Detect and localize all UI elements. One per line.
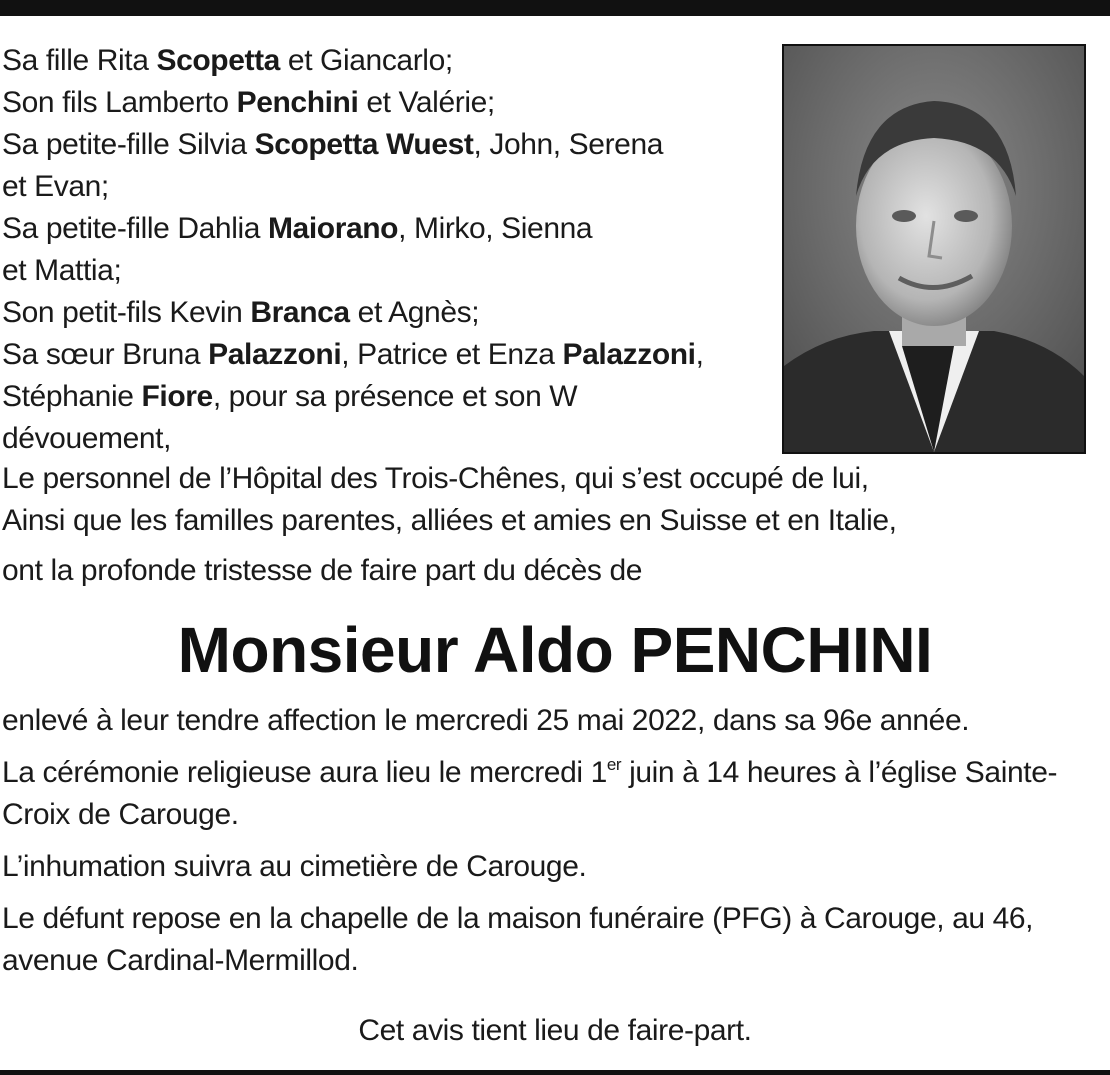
family-line: dévouement, (2, 422, 172, 455)
deceased-name: Monsieur Aldo PENCHINI (177, 614, 933, 686)
family-line: Sa sœur Bruna Palazzoni, Patrice et Enza Palazzoni, (2, 338, 704, 371)
family-line: Le personnel de l’Hôpital des Trois-Chênes, qui s’est occupé de lui, (2, 462, 869, 495)
details (2, 700, 1108, 992)
top-rule (0, 0, 1110, 16)
family-line: Sa fille Rita Scopetta et Giancarlo; (2, 44, 453, 77)
details-paragraph: enlevé à leur tendre affection le mercredi 25 mai 2022, dans sa 96e année. (2, 704, 970, 737)
family-line: Stéphanie Fiore, pour sa présence et son W (2, 380, 578, 413)
family-line: Sa petite-fille Silvia Scopetta Wuest, John, Serena (2, 128, 664, 161)
family-list (2, 40, 782, 460)
continued-text (2, 458, 1108, 592)
family-line: Son fils Lamberto Penchini et Valérie; (2, 86, 495, 119)
announcement-line: ont la profonde tristesse de faire part du décès de (2, 554, 643, 587)
family-line: et Evan; (2, 170, 109, 203)
bottom-rule (0, 1070, 1110, 1075)
burial-paragraph: L’inhumation suivra au cimetière de Carouge. (2, 850, 587, 883)
family-line: Son petit-fils Kevin Branca et Agnès; (2, 296, 480, 329)
family-line: Ainsi que les familles parentes, alliées et amies en Suisse et en Italie, (2, 504, 897, 537)
portrait-illustration (784, 46, 1084, 452)
family-line: Sa petite-fille Dahlia Maiorano, Mirko, Sienna (2, 212, 593, 245)
repose-paragraph: Le défunt repose en la chapelle de la maison funéraire (PFG) à Carouge, au 46, avenue Cardinal-Mermillod. (2, 902, 1034, 977)
ceremony-paragraph: La cérémonie religieuse aura lieu le mercredi 1er juin à 14 heures à l’église Sainte-Croix de Carouge. (2, 755, 1058, 831)
portrait-photo (782, 44, 1086, 454)
closing-note: Cet avis tient lieu de faire-part. (358, 1014, 752, 1047)
family-line: et Mattia; (2, 254, 122, 287)
